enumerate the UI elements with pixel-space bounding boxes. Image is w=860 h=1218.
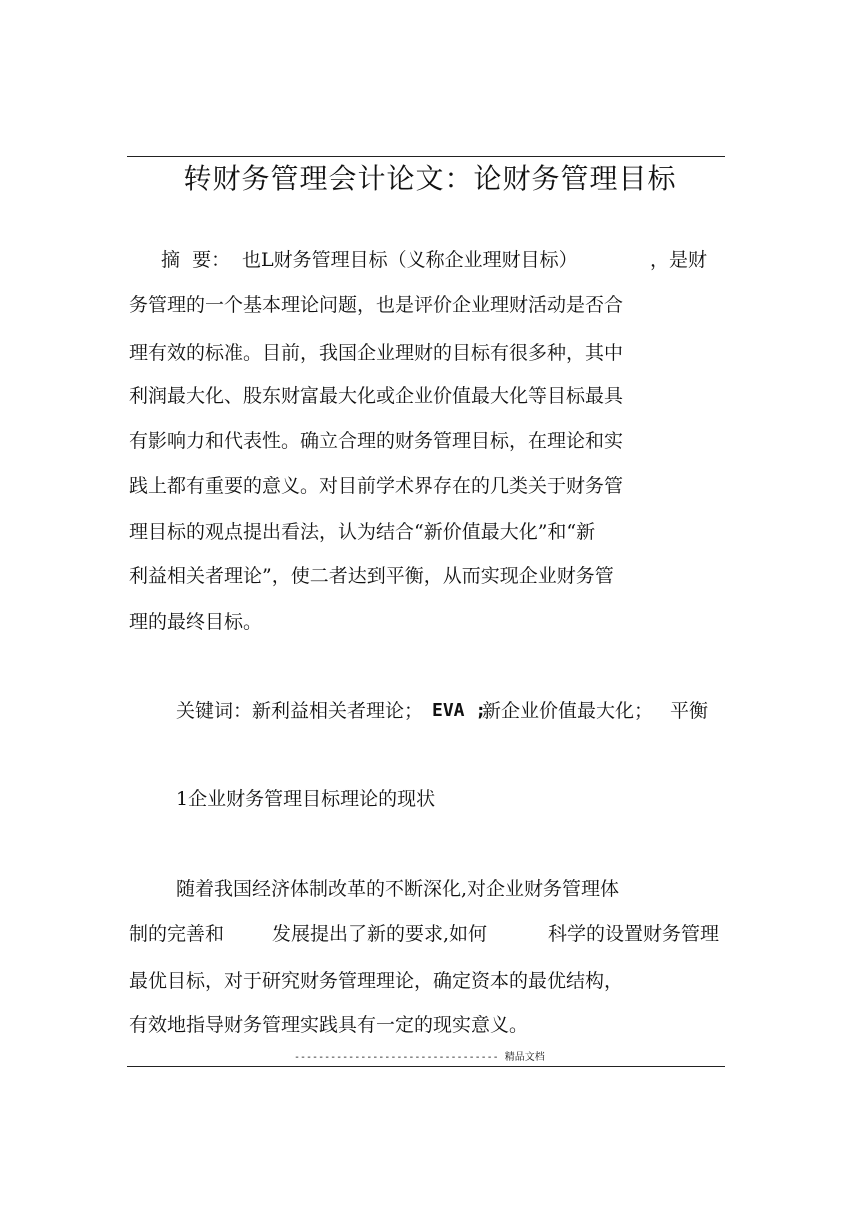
keywords-last: 平衡 bbox=[670, 700, 709, 722]
top-rule bbox=[127, 156, 725, 157]
body-line-2a: 制的完善和 bbox=[129, 923, 225, 945]
body-line-3: 最优目标，对于研究财务管理理论，确定资本的最优结构， bbox=[129, 970, 624, 992]
keywords-label: 关键词：新利益相关者理论； bbox=[176, 700, 424, 722]
body-line-2b: 发展提出了新的要求,如何 bbox=[272, 923, 488, 945]
keywords-eva: EVA ; bbox=[432, 700, 487, 721]
footer-text: ---------------------------------- 精品文档 bbox=[294, 1052, 545, 1063]
abstract-line-7: 理目标的观点提出看法，认为结合“新价值最大化”和“新 bbox=[129, 521, 596, 543]
abstract-line-5: 有影响力和代表性。确立合理的财务管理目标，在理论和实 bbox=[129, 430, 624, 452]
abstract-label: 摘 要： bbox=[161, 249, 231, 271]
document-title: 转财务管理会计论文：论财务管理目标 bbox=[183, 162, 677, 195]
abstract-line-8: 利益相关者理论”，使二者达到平衡，从而实现企业财务管 bbox=[129, 565, 614, 587]
abstract-line-3: 理有效的标准。目前，我国企业理财的目标有很多种，其中 bbox=[129, 342, 624, 364]
bottom-rule bbox=[127, 1066, 725, 1067]
body-line-4: 有效地指导财务管理实践具有一定的现实意义。 bbox=[129, 1014, 529, 1036]
abstract-line-1-tail: ，是财 bbox=[650, 249, 708, 271]
body-line-2c: 科学的设置财务管理 bbox=[548, 923, 720, 945]
section-heading: 1企业财务管理目标理论的现状 bbox=[176, 788, 436, 810]
abstract-line-4: 利润最大化、股东财富最大化或企业价值最大化等目标最具 bbox=[129, 385, 624, 407]
abstract-line-6: 践上都有重要的意义。对目前学术界存在的几类关于财务管 bbox=[129, 475, 624, 497]
body-line-1: 随着我国经济体制改革的不断深化,对企业财务管理体 bbox=[176, 878, 620, 900]
keywords-rest: 新企业价值最大化； bbox=[482, 700, 654, 722]
abstract-line-2: 务管理的一个基本理论问题，也是评价企业理财活动是否合 bbox=[129, 294, 624, 316]
abstract-line-1: 也L财务管理目标（义称企业理财目标） bbox=[242, 249, 578, 271]
abstract-line-9: 理的最终目标。 bbox=[129, 611, 263, 633]
